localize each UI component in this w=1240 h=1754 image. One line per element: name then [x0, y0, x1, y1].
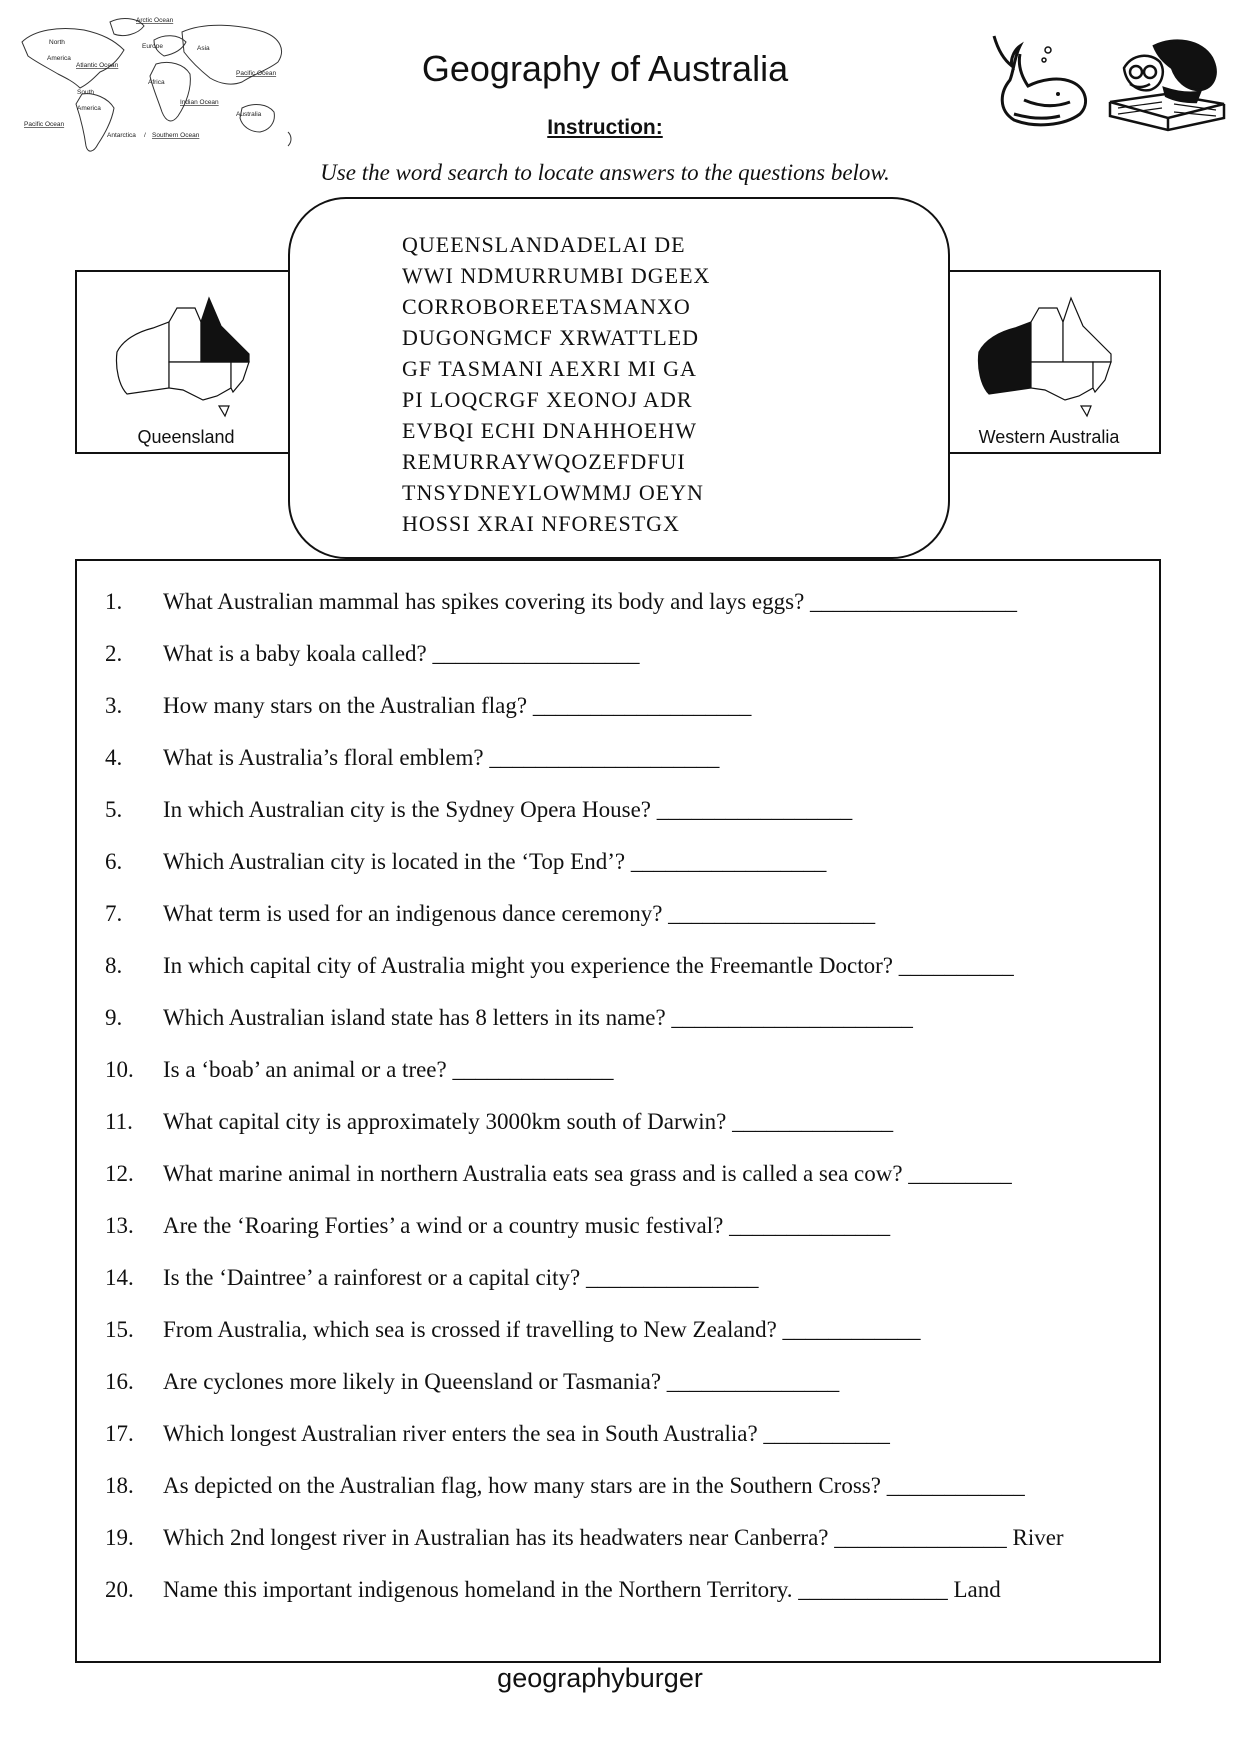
question-number: 9.: [105, 1005, 123, 1030]
question-text: Is the ‘Daintree’ a rainforest or a capital city? _______________: [163, 1265, 759, 1290]
word-search-row: DUGONGMCF XRWATTLED: [402, 325, 700, 350]
question-number: 15.: [105, 1317, 134, 1342]
question-number: 10.: [105, 1057, 134, 1082]
question-text: In which capital city of Australia might you experience the Freemantle Doctor? __________: [163, 953, 1014, 978]
word-search-row: PI LOQCRGF XEONOJ ADR: [402, 387, 693, 412]
question-number: 4.: [105, 745, 123, 770]
question-number: 17.: [105, 1421, 134, 1446]
map-label-indian: Indian Ocean: [180, 99, 219, 106]
map-label-pacific-right: Pacific Ocean: [236, 70, 277, 77]
question-text: What Australian mammal has spikes covering its body and lays eggs? __________________: [163, 589, 1018, 614]
question-number: 13.: [105, 1213, 134, 1238]
question-number: 16.: [105, 1369, 134, 1394]
word-search-row: HOSSI XRAI NFORESTGX: [402, 511, 680, 536]
map-label-europe: Europe: [142, 43, 163, 50]
word-search-row: GF TASMANI AEXRI MI GA: [402, 356, 697, 381]
question-text: What is Australia’s floral emblem? ____________________: [163, 745, 720, 770]
question-number: 19.: [105, 1525, 134, 1550]
question-number: 20.: [105, 1577, 134, 1602]
question-number: 5.: [105, 797, 123, 822]
map-label-pacific-left: Pacific Ocean: [24, 121, 65, 128]
question-text: In which Australian city is the Sydney Opera House? _________________: [163, 797, 853, 822]
question-text: Are the ‘Roaring Forties’ a wind or a country music festival? ______________: [163, 1213, 891, 1238]
page-title: Geography of Australia: [421, 48, 789, 89]
queensland-caption: Queensland: [137, 427, 235, 447]
question-number: 18.: [105, 1473, 134, 1498]
question-number: 12.: [105, 1161, 134, 1186]
question-text: What marine animal in northern Australia eats sea grass and is called a sea cow? _________: [163, 1161, 1012, 1186]
word-search-row: EVBQI ECHI DNAHHOEHW: [402, 418, 697, 443]
question-number: 11.: [105, 1109, 133, 1134]
word-search-row: TNSYDNEYLOWMMJ OEYN: [402, 480, 704, 505]
word-search-row: WWI NDMURRUMBI DGEEX: [402, 263, 711, 288]
map-label-north-america: America: [47, 55, 71, 62]
reading-person-icon: [1104, 32, 1232, 132]
question-number: 1.: [105, 589, 123, 614]
word-search-row: QUEENSLANDADELAI DE: [402, 232, 686, 257]
western-australia-map-box: [937, 270, 1161, 454]
australia-map-western-australia-icon: [969, 292, 1129, 422]
question-text: Which Australian island state has 8 letters in its name? _____________________: [163, 1005, 913, 1030]
map-label-south: South: [77, 89, 94, 96]
question-number: 8.: [105, 953, 123, 978]
map-label-australia: Australia: [236, 111, 262, 118]
map-label-antarctica: Antarctica: [107, 132, 136, 139]
question-text: Which Australian city is located in the ‘Top End’? _________________: [163, 849, 827, 874]
instruction-text: Use the word search to locate answers to the questions below.: [320, 160, 890, 185]
question-text: Name this important indigenous homeland in the Northern Territory. _____________ Land: [163, 1577, 1001, 1602]
question-number: 6.: [105, 849, 123, 874]
word-search-row: CORROBOREETASMANXO: [402, 294, 691, 319]
question-number: 14.: [105, 1265, 134, 1290]
footer-brand: geographyburger: [497, 1663, 703, 1693]
whale-icon: [984, 30, 1094, 130]
question-text: What capital city is approximately 3000km south of Darwin? ______________: [163, 1109, 894, 1134]
question-number: 7.: [105, 901, 123, 926]
map-label-atlantic: Atlantic Ocean: [76, 62, 119, 69]
word-search-row: REMURRAYWQOZEFDFUI: [402, 449, 686, 474]
question-text: As depicted on the Australian flag, how many stars are in the Southern Cross? ____________: [163, 1473, 1025, 1498]
word-search-grid: [402, 229, 710, 539]
queensland-map-box: [75, 270, 297, 454]
question-text: Is a ‘boab’ an animal or a tree? ______________: [163, 1057, 614, 1082]
australia-map-queensland-icon: [107, 292, 267, 422]
map-label-south-america: America: [77, 105, 101, 112]
map-label-africa: Africa: [148, 79, 165, 86]
question-text: What term is used for an indigenous dance ceremony? __________________: [163, 901, 876, 926]
question-text: How many stars on the Australian flag? ___________________: [163, 693, 752, 718]
question-text: What is a baby koala called? __________________: [163, 641, 640, 666]
question-text: Which 2nd longest river in Australian has its headwaters near Canberra? _______________ River: [163, 1525, 1064, 1550]
question-number: 3.: [105, 693, 123, 718]
map-label-asia: Asia: [197, 45, 210, 52]
map-label-southern: Southern Ocean: [152, 132, 200, 139]
questions-box: [75, 559, 1161, 1663]
map-label-arctic: Arctic Ocean: [136, 17, 174, 24]
question-text: Which longest Australian river enters the sea in South Australia? ___________: [163, 1421, 890, 1446]
map-label-slash: /: [144, 132, 146, 139]
instruction-label: Instruction:: [547, 116, 663, 139]
question-number: 2.: [105, 641, 123, 666]
western-australia-caption: Western Australia: [978, 427, 1120, 447]
map-label-north: North: [49, 39, 65, 46]
question-text: Are cyclones more likely in Queensland or Tasmania? _______________: [163, 1369, 840, 1394]
word-search-panel: [288, 197, 950, 559]
question-text: From Australia, which sea is crossed if travelling to New Zealand? ____________: [163, 1317, 921, 1342]
